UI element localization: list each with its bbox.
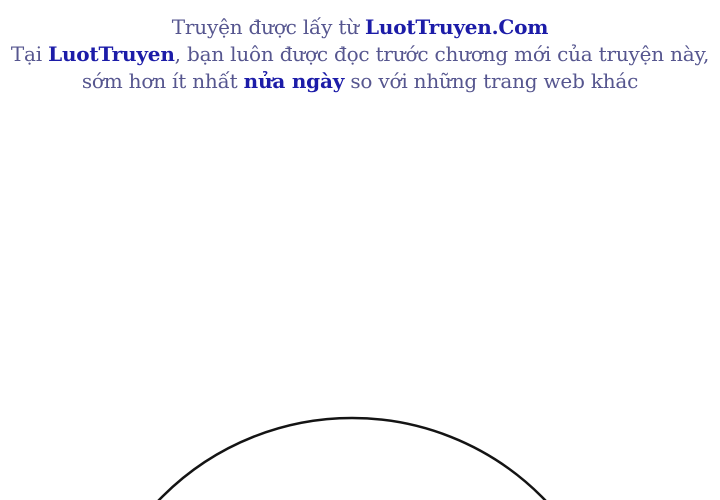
credit-banner	[0, 14, 720, 95]
site-brand-name: LuotTruyen.Com	[365, 15, 549, 39]
speech-bubble-arc	[84, 418, 620, 500]
credit-line-1	[0, 14, 720, 41]
credit-line-3-suffix: so với những trang web khác	[344, 69, 639, 93]
credit-line-1-prefix: Truyện được lấy từ	[171, 15, 366, 39]
credit-line-3	[0, 68, 720, 95]
credit-line-2-prefix: Tại	[10, 42, 49, 66]
credit-highlight: nửa ngày	[243, 69, 345, 93]
credit-line-2	[0, 41, 720, 68]
credit-line-3-prefix: sớm hơn ít nhất	[81, 69, 244, 93]
site-brand-name: LuotTruyen	[48, 42, 175, 66]
credit-line-2-suffix: , bạn luôn được đọc trước chương mới của truyện này,	[174, 42, 710, 66]
